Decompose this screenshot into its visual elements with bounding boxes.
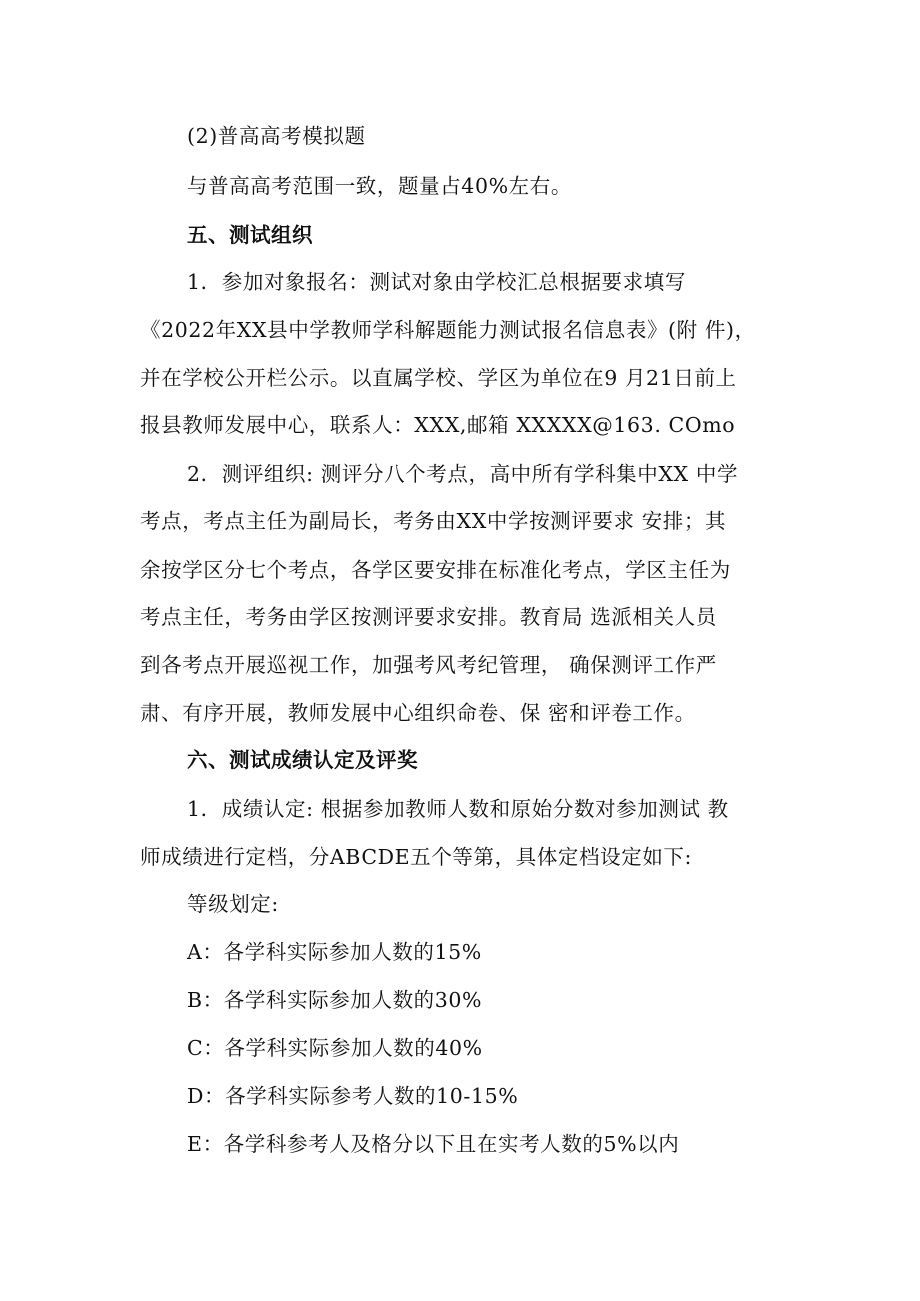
paragraph-line: 1．成绩认定: 根据参加教师人数和原始分数对参加测试 教: [187, 797, 729, 821]
grade-item-c: C：各学科实际参加人数的40%: [187, 1036, 483, 1060]
paragraph-line: 考点主任，考务由学区按测评要求安排。教育局 选派相关人员: [140, 605, 717, 629]
section-heading-6: 六、测试成绩认定及评奖: [187, 748, 418, 772]
grade-item-b: B：各学科实际参加人数的30%: [187, 988, 483, 1012]
paragraph-line: 2．测评组织: 测评分八个考点，高中所有学科集中XX 中学: [187, 462, 739, 486]
grade-label: 等级划定:: [187, 892, 279, 916]
paragraph-line: 考点，考点主任为副局长，考务由XX中学按测评要求 安排；其: [140, 509, 727, 533]
grade-item-a: A：各学科实际参加人数的15%: [187, 940, 482, 964]
paragraph-line: 1．参加对象报名：测试对象由学校汇总根据要求填写: [187, 270, 686, 294]
paragraph-line: 与普高高考范围一致，题量占40%左右。: [187, 174, 572, 198]
paragraph-line: 到各考点开展巡视工作，加强考风考纪管理， 确保测评工作严: [140, 653, 717, 677]
grade-item-e: E：各学科参考人及格分以下且在实考人数的5%以内: [187, 1132, 680, 1156]
grade-item-d: D：各学科实际参考人数的10-15%: [187, 1084, 519, 1108]
paragraph-line: 师成绩进行定档，分ABCDE五个等第，具体定档设定如下:: [140, 845, 693, 869]
paragraph-line: 并在学校公开栏公示。以直属学校、学区为单位在9 月21日前上: [140, 366, 737, 390]
section-heading-5: 五、测试组织: [187, 223, 313, 247]
paragraph-line: 肃、有序开展，教师发展中心组织命卷、保 密和评卷工作。: [140, 701, 696, 725]
paragraph-line: 《2022年XX县中学教师学科解题能力测试报名信息表》(附 件)，: [140, 318, 756, 342]
paragraph-line: 报县教师发展中心，联系人：XXX,邮箱 XXXXX@163. COmo: [140, 413, 736, 437]
subsection-title: (2)普高高考模拟题: [187, 124, 366, 148]
paragraph-line: 余按学区分七个考点，各学区要安排在标准化考点，学区主任为: [140, 558, 731, 582]
